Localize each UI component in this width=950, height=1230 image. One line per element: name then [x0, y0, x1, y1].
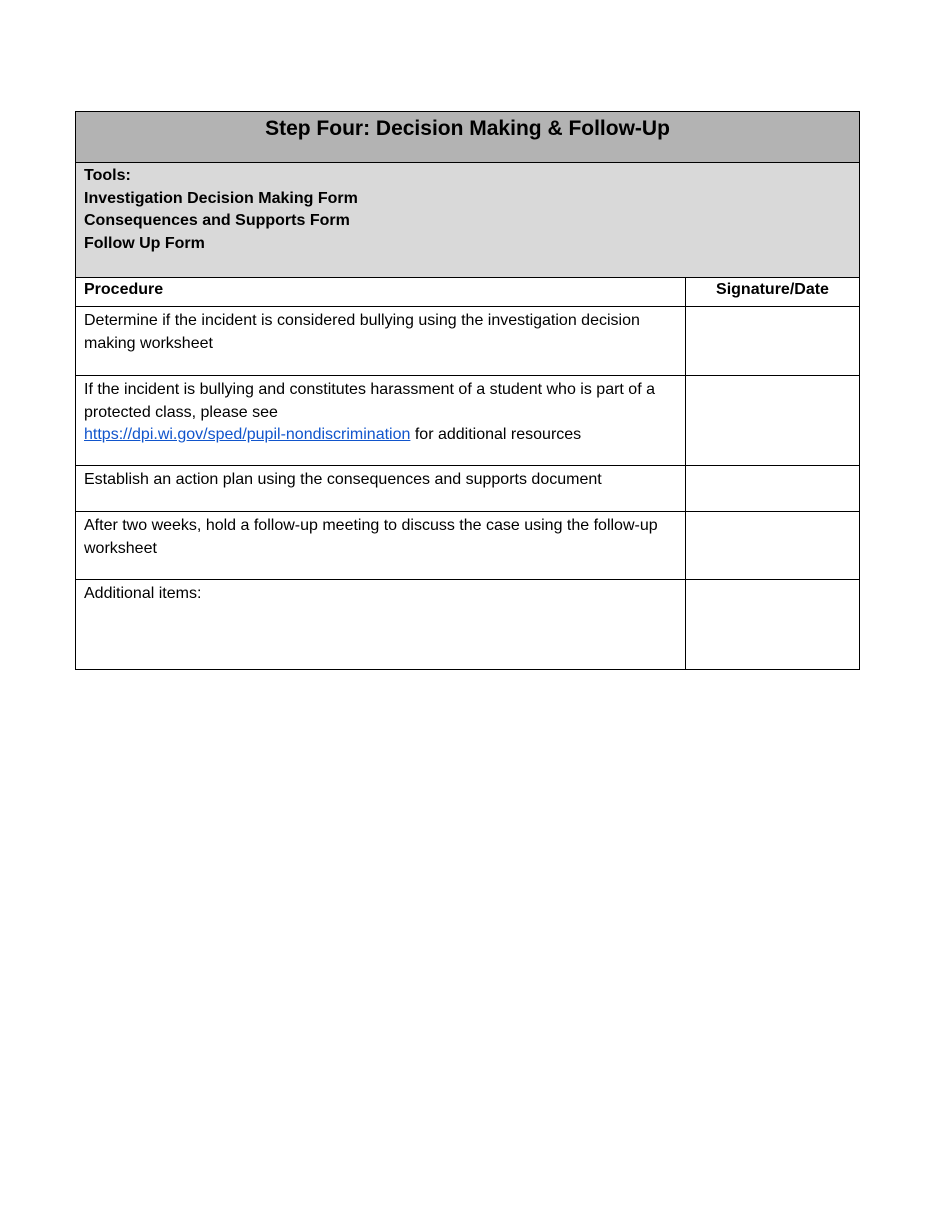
procedure-cell — [76, 466, 686, 512]
tools-heading: Tools: — [84, 167, 131, 184]
procedure-cell — [76, 580, 686, 670]
table-row — [76, 512, 860, 580]
signature-date-cell[interactable] — [686, 466, 860, 512]
procedure-text: Additional items: — [84, 585, 202, 602]
signature-date-cell[interactable] — [686, 512, 860, 580]
procedure-text: Determine if the incident is considered bullying using the investigation decision making worksheet — [84, 312, 640, 352]
signature-header-cell — [686, 278, 860, 307]
signature-column-header: Signature/Date — [716, 281, 829, 298]
procedure-column-header: Procedure — [84, 281, 164, 298]
tool-item-follow-up-form: Follow Up Form — [84, 235, 205, 253]
table-row — [76, 466, 860, 512]
table-row — [76, 376, 860, 466]
signature-date-cell[interactable] — [686, 580, 860, 670]
step-title: Step Four: Decision Making & Follow-Up — [265, 117, 670, 140]
procedure-cell — [76, 307, 686, 376]
table-row — [76, 307, 860, 376]
nondiscrimination-link[interactable]: https://dpi.wi.gov/sped/pupil-nondiscrimination — [84, 426, 411, 444]
title-cell — [76, 112, 860, 163]
signature-date-cell[interactable] — [686, 376, 860, 466]
signature-date-cell[interactable] — [686, 307, 860, 376]
procedure-text: If the incident is bullying and constitutes harassment of a student who is part of a protected class, please see — [84, 381, 655, 421]
procedure-text: Establish an action plan using the consequences and supports document — [84, 471, 602, 488]
table-row — [76, 580, 860, 670]
tool-item-consequences-form: Consequences and Supports Form — [84, 212, 350, 230]
procedure-text-suffix: for additional resources — [410, 426, 582, 444]
tools-row — [76, 163, 860, 278]
tools-cell — [76, 163, 860, 278]
procedure-cell — [76, 376, 686, 466]
tool-item-investigation-form: Investigation Decision Making Form — [84, 189, 358, 207]
procedure-cell — [76, 512, 686, 580]
header-row — [76, 278, 860, 307]
procedure-checklist-table — [75, 111, 860, 670]
procedure-header-cell — [76, 278, 686, 307]
title-row — [76, 112, 860, 163]
procedure-text: After two weeks, hold a follow-up meeting to discuss the case using the follow-up worksheet — [84, 517, 658, 557]
